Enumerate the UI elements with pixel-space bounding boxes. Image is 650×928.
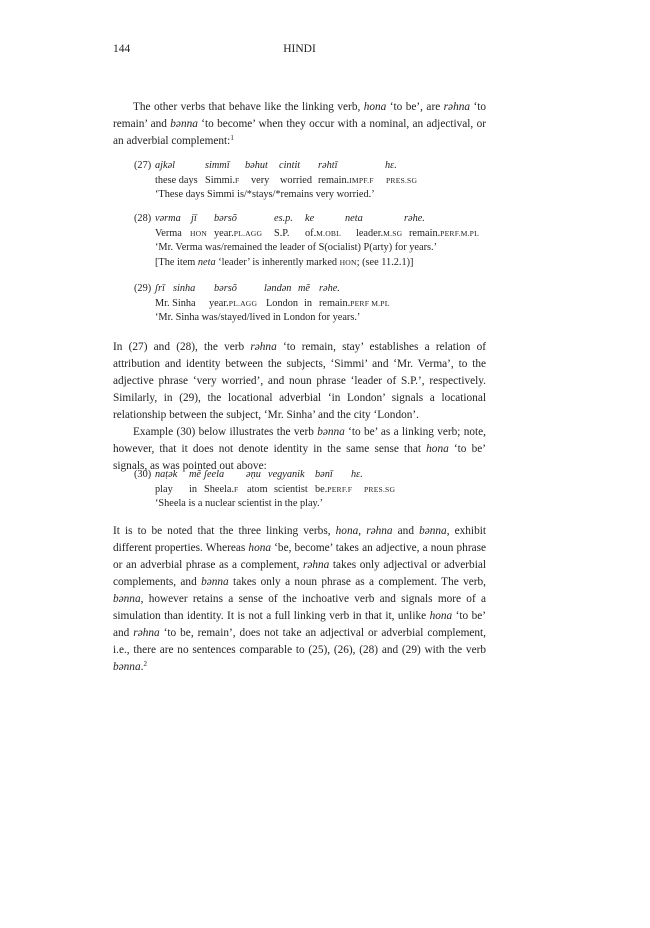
paragraph-conclusion: It is to be noted that the three linking verbs, hona, rəhna and bənna, exhibit different properties. Whereas hona ‘be, become’ takes an adjective, a noun phrase or an adverbial phrase as a complement, rəhna takes only adjectival or adverbial complements, and bənna takes only a noun phrase as a complement. The verb, bənna, however retains a sense of the inchoative verb and signals more of a simulation than identity. It is not a full linking verb in that it, unlike hona ‘to be’ and rəhna ‘to be, remain’, does not take an adjectival or adverbial complement, i.e., there are no sentences comparable to (25), (26), (28) and (29) with the verb bənna.$^2$ [113,525,487,673]
example-number: (30) [134,469,152,480]
paragraph-discussion: In (27) and (28), the verb rəhna ‘to remain, stay’ establishes a relation of attribution and identity between the subjects, ‘Simmi’ and ‘Mr. Verma’, to the adjective phrase ‘very worried’, and noun phrase ‘leader of S.P.’, respectively. Similarly, in (29), the locational adverbial ‘in London’ signals a locational relationship between the subject, ‘Mr. Sinha’ and the city ‘London’. Example (30) below illustrates the verb bənna ‘to be’ as a linking verb; note, however, that it does not denote identity in the same sense that hona ‘to be’ signals, as was pointed out above: [113,341,487,472]
example-number: (27) [134,160,152,171]
example-number: (29) [134,283,152,294]
page-number: 144 [113,43,131,55]
running-title: HINDI [283,43,316,55]
example-number: (28) [134,213,152,224]
paragraph-intro: The other verbs that behave like the linking verb, hona ‘to be’, are rəhna ‘to remain’ and bənna ‘to become’ when they occur with a nominal, an adjectival, or an adverbial complement:$^1$ [113,101,486,147]
footnote-ref-2: 2 [143,660,147,668]
footnote-ref-1: 1 [230,134,234,142]
